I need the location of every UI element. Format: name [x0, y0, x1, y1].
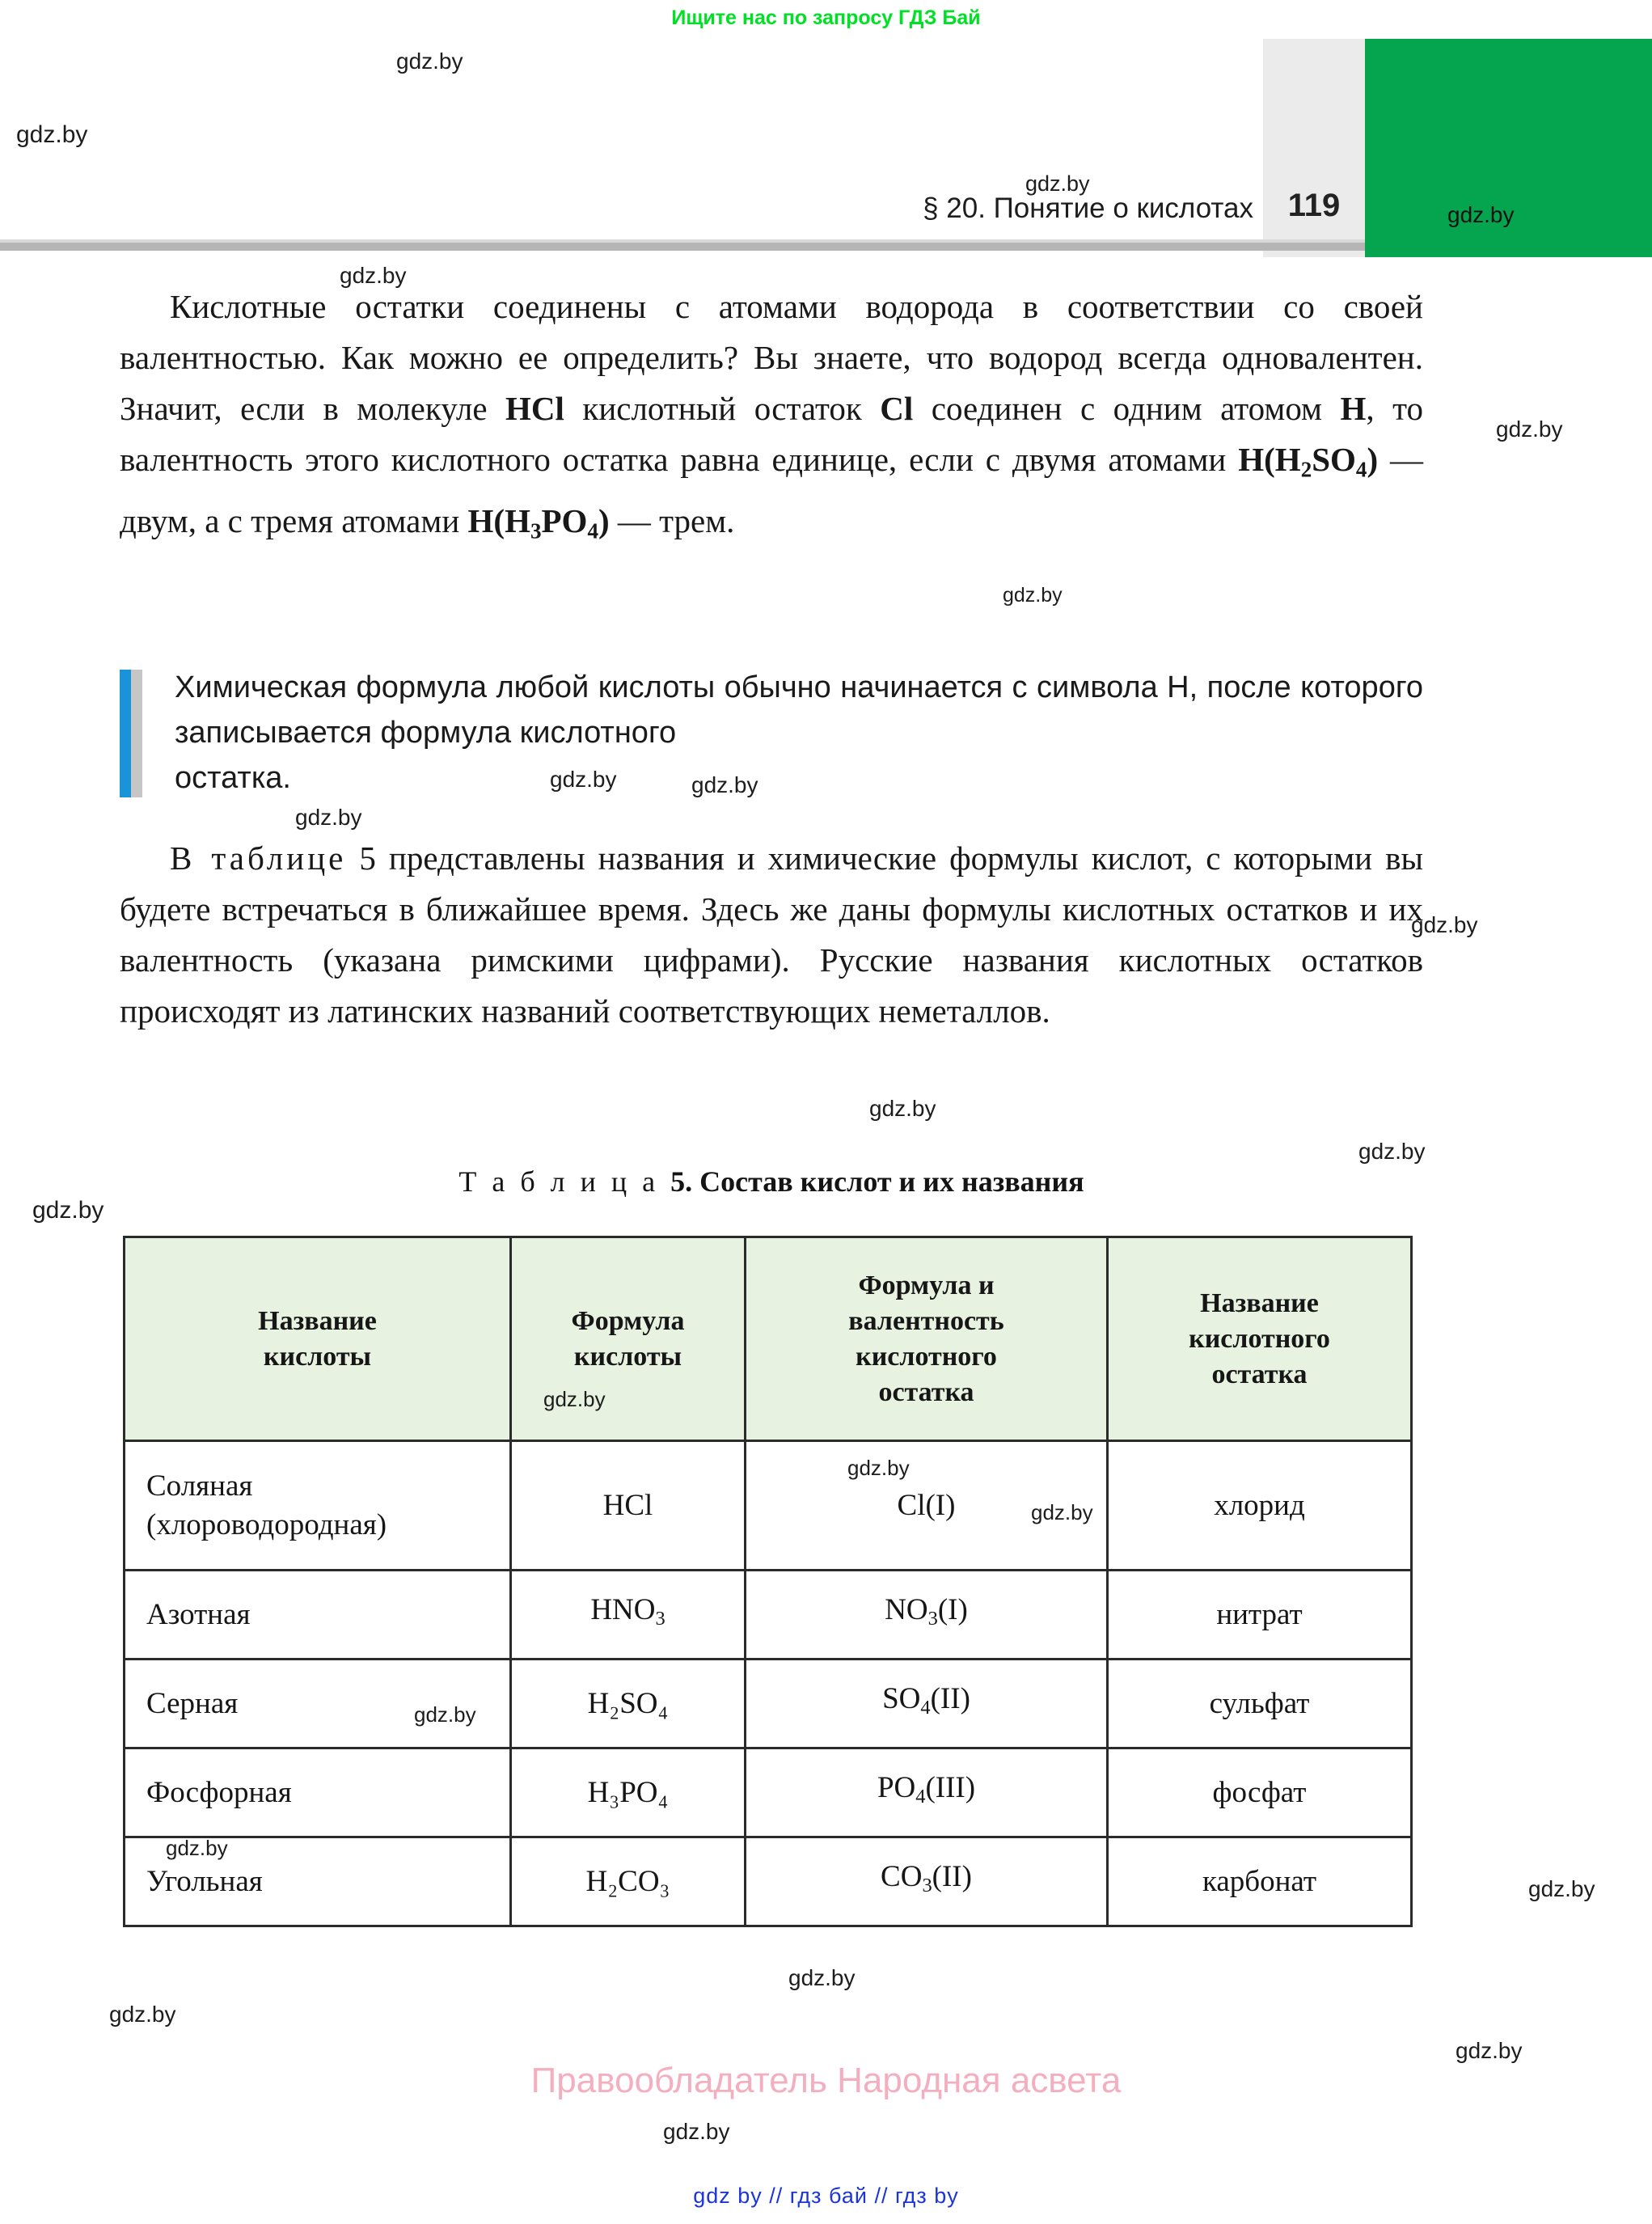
cell-residue-formula: $PO_4(III)$ [746, 1748, 1108, 1837]
header-line: валентность [848, 1305, 1004, 1336]
p2-lead: В таблице [170, 839, 347, 877]
header-line: кислоты [263, 1341, 372, 1372]
cell-residue-formula: $SO_4(II)$ [746, 1660, 1108, 1748]
cell-acid-name [125, 1571, 511, 1660]
paragraph-one [120, 281, 1423, 556]
h2so4-post: ) [1367, 441, 1379, 478]
watermark-gdz: gdz.by [1496, 416, 1563, 442]
column-header-residue-name [1108, 1237, 1412, 1441]
cell-residue-name: хлорид [1108, 1441, 1412, 1571]
cell-acid-name [125, 1837, 511, 1926]
h3po4-mid: PO [541, 501, 588, 539]
caption-number: 5. [670, 1165, 700, 1198]
header-line: остатка [878, 1376, 974, 1407]
table-row [125, 1837, 1412, 1926]
acid-name-line: (хлороводородная) [146, 1507, 387, 1541]
callout-line-2: символа Н, после которого записывается формула кислотного [175, 670, 1423, 750]
p1-seg3: соединен с одним атомом [913, 390, 1341, 427]
acid-name-line: Фосфорная [146, 1775, 292, 1809]
h3po4-post: ) [598, 501, 610, 539]
header-green-block [1365, 39, 1652, 257]
copyright-owner: Правообладатель Народная асвета [530, 2061, 1122, 2100]
page-number: 119 [1287, 188, 1341, 223]
watermark-gdz: gdz.by [109, 2002, 176, 2027]
p1-seg5: — двум, а с тремя атомами [120, 441, 1424, 539]
watermark-gdz: gdz.by [691, 772, 758, 797]
p1-seg2: кислотный остаток [564, 390, 881, 427]
p2-rest: представлены названия и химические формулы кислот, с которыми вы будете встречаться в ближайшее время. Здесь же даны формулы кислотных остатков и их валентность (указана римскими цифрами). Русские названия кислотных остатков происходят из латинских названий соответствующих неметаллов. [120, 839, 1423, 1030]
cell-acid-formula: HCl [511, 1441, 746, 1571]
watermark-gdz: gdz.by [1025, 171, 1090, 196]
watermark-gdz: gdz.by [869, 1096, 936, 1121]
acid-name-line: Соляная [146, 1469, 253, 1503]
table-row [125, 1748, 1412, 1837]
h2so4-sub2: 4 [1355, 457, 1367, 482]
h2so4-sub1: 2 [1300, 457, 1312, 482]
table-caption [120, 1165, 1423, 1199]
watermark-gdz: gdz.by [663, 2119, 730, 2144]
cell-residue-name: сульфат [1108, 1660, 1412, 1748]
section-title: § 20. Понятие о кислотах [923, 192, 1253, 224]
header-gray-block [1263, 39, 1365, 257]
cell-acid-name [125, 1748, 511, 1837]
callout-shadow-bar [131, 670, 142, 797]
watermark-gdz: gdz.by [550, 767, 617, 792]
watermark-gdz: gdz.by [1031, 1500, 1093, 1524]
p1-seg1: Кислотные остатки соединены с атомами водорода в соответствии со своей валентностью. Как можно ее определить? Вы знаете, что водород всегда одновалентен. Значит, если в молекуле [120, 288, 1423, 427]
formula-hcl: HCl [505, 390, 564, 427]
watermark-gdz: gdz.by [1358, 1139, 1426, 1164]
watermark-gdz: gdz.by [543, 1387, 606, 1411]
header-line: Название [258, 1305, 377, 1336]
callout-accent-bar [120, 670, 131, 797]
p2-number: 5 [346, 839, 389, 877]
column-header-residue-formula [746, 1237, 1108, 1441]
acid-name-line: Угольная [146, 1864, 263, 1898]
cell-acid-formula: $HNO_3$ [511, 1571, 746, 1660]
watermark-gdz: gdz.by [166, 1836, 228, 1860]
callout-text [175, 665, 1423, 801]
header-line: Название [1200, 1287, 1319, 1318]
h2so4-mid: SO [1312, 441, 1356, 478]
cell-residue-name: карбонат [1108, 1837, 1412, 1926]
table-row [125, 1571, 1412, 1660]
caption-lead: Т а б л и ц а [458, 1165, 671, 1198]
watermark-gdz: gdz.by [847, 1456, 910, 1480]
cell-residue-name: нитрат [1108, 1571, 1412, 1660]
formula-cl: Cl [880, 390, 914, 427]
footer-links: gdz by // гдз бай // гдз by [693, 2184, 959, 2208]
callout-line-3: остатка. [175, 761, 291, 795]
table-header-row [125, 1237, 1412, 1441]
h3po4-sub2: 4 [587, 518, 598, 543]
cell-residue-formula: Cl(I) [746, 1441, 1108, 1571]
cell-acid-formula: H₂CO₃ [511, 1837, 746, 1926]
h2so4-pre: H(H [1238, 441, 1301, 478]
paragraph-two [120, 833, 1423, 1037]
cell-residue-name: фосфат [1108, 1748, 1412, 1837]
header-line: кислотного [1189, 1323, 1330, 1354]
cell-acid-formula: H₂SO₄ [511, 1660, 746, 1748]
table-body [125, 1441, 1412, 1926]
watermark-gdz: gdz.by [295, 805, 362, 830]
watermark-gdz: gdz.by [1456, 2038, 1523, 2063]
h3po4-sub1: 3 [530, 518, 542, 543]
formula-h3po4 [467, 501, 610, 543]
caption-title: Состав кислот и их названия [699, 1165, 1084, 1198]
header-line: Формула [571, 1305, 685, 1336]
p1-seg6: — трем. [609, 501, 735, 539]
watermark-gdz: gdz.by [340, 263, 407, 288]
watermark-gdz: gdz.by [414, 1702, 476, 1727]
header-line: остатка [1211, 1359, 1308, 1389]
p1-seg4: , то валентность этого кислотного остатка равна единице, если с двумя атомами [120, 390, 1423, 478]
formula-h: H [1340, 390, 1367, 427]
promo-banner: Ищите нас по запросу ГДЗ Бай [671, 6, 981, 29]
acid-name-line: Серная [146, 1686, 239, 1720]
watermark-gdz: gdz.by [1411, 912, 1478, 937]
watermark-gdz: gdz.by [788, 1965, 856, 1990]
formula-h2so4 [1238, 441, 1379, 482]
cell-acid-name [125, 1660, 511, 1748]
callout-line-1: Химическая формула любой кислоты обычно начинается с [175, 670, 1028, 704]
watermark-gdz: gdz.by [16, 121, 88, 148]
watermark-gdz: gdz.by [396, 49, 463, 74]
header-line: кислоты [573, 1341, 682, 1372]
column-header-acid-formula [511, 1237, 746, 1441]
acids-table [123, 1236, 1413, 1927]
cell-residue-formula: $NO_3(I)$ [746, 1571, 1108, 1660]
h3po4-pre: H(H [467, 501, 530, 539]
table-row [125, 1660, 1412, 1748]
cell-acid-formula: H₃PO₄ [511, 1748, 746, 1837]
header-line: кислотного [856, 1341, 997, 1372]
watermark-gdz: gdz.by [1447, 202, 1515, 227]
header-rule [0, 243, 1365, 251]
header-line: Формула и [858, 1270, 995, 1300]
callout-box [120, 670, 1423, 797]
column-header-acid-name [125, 1237, 511, 1441]
cell-residue-formula: $CO_3(II)$ [746, 1837, 1108, 1926]
watermark-gdz: gdz.by [1003, 584, 1063, 607]
table-row [125, 1441, 1412, 1571]
acid-name-line: Азотная [146, 1597, 251, 1631]
cell-acid-name [125, 1441, 511, 1571]
watermark-gdz: gdz.by [32, 1197, 104, 1224]
watermark-gdz: gdz.by [1528, 1876, 1595, 1901]
